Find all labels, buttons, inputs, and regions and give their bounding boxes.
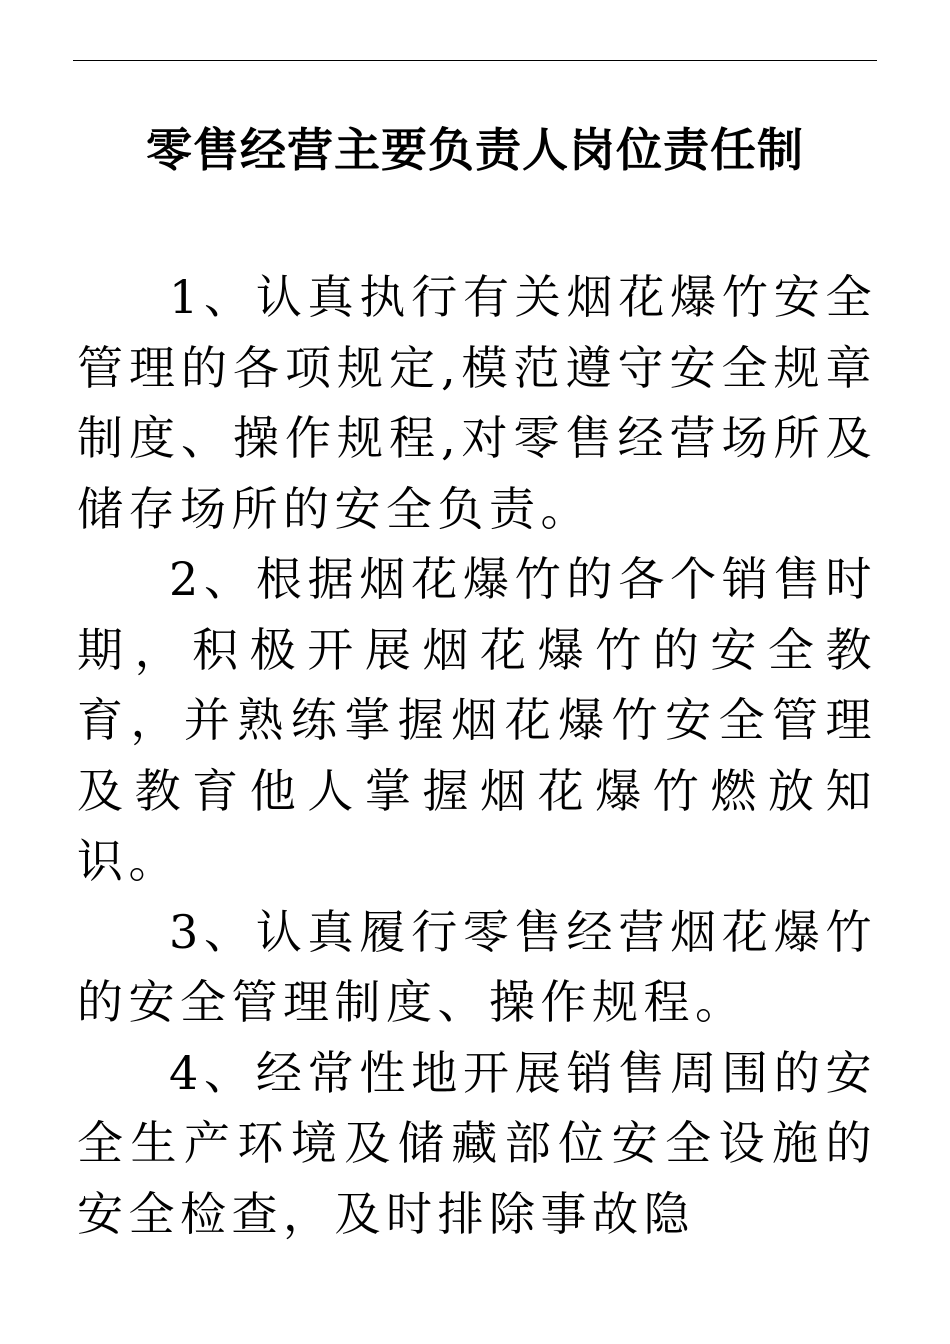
paragraph-1: 1、认真执行有关烟花爆竹安全管理的各项规定,模范遵守安全规章制度、操作规程,对零售经营场所及储存场所的安全负责。 [77, 270, 877, 536]
paragraph-3: 3、认真履行零售经营烟花爆竹的安全管理制度、操作规程。 [77, 904, 877, 1029]
header-rule [73, 60, 877, 61]
document-body [77, 262, 877, 1249]
paragraph-4: 4、经常性地开展销售周围的安全生产环境及储藏部位安全设施的安全检查，及时排除事故隐 [77, 1045, 877, 1241]
paragraph-2: 2、根据烟花爆竹的各个销售时期，积极开展烟花爆竹的安全教育，并熟练掌握烟花爆竹安全管理及教育他人掌握烟花爆竹燃放知识。 [77, 552, 877, 888]
document-title: 零售经营主要负责人岗位责任制 [146, 123, 804, 177]
